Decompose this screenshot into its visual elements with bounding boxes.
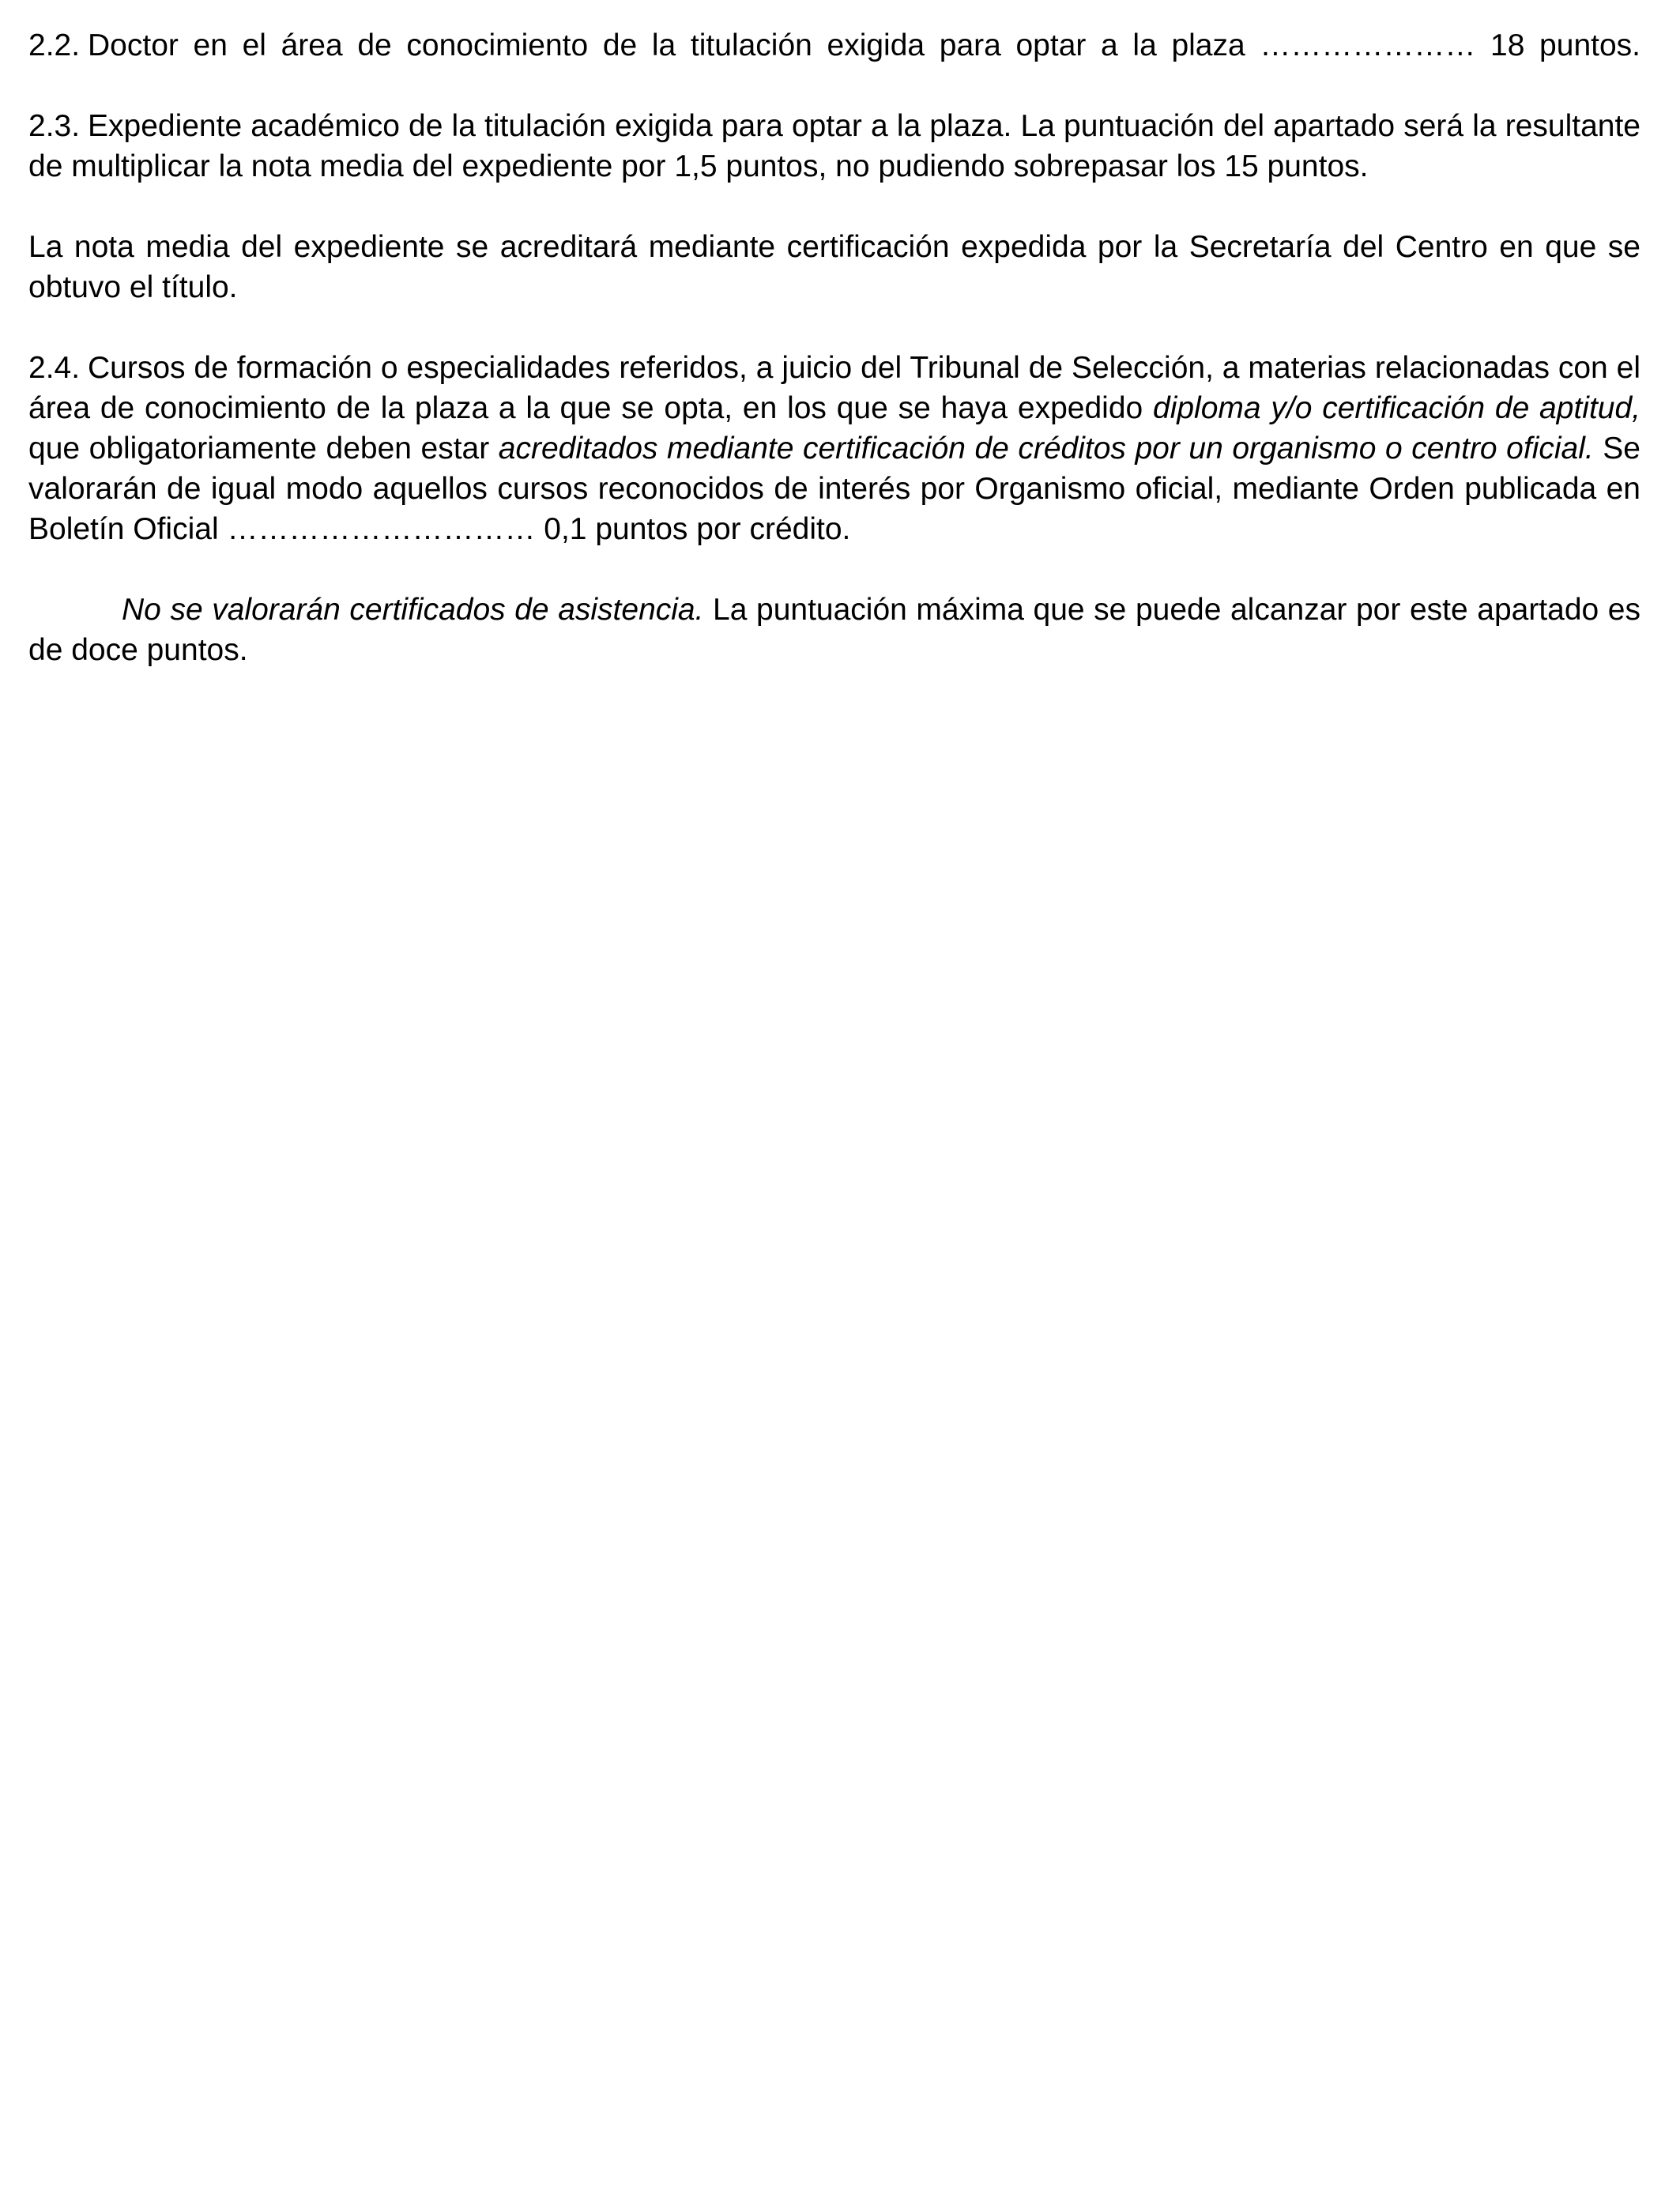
final-text: La puntuación máxima que se puede alcanzar por este apartado es de doce puntos. [28,593,1640,667]
section-text: Doctor en el área de conocimiento de la titulación exigida para optar a la plaza ………………… 18 puntos. [88,28,1640,62]
final-paragraph [28,590,1640,670]
note-paragraph [28,227,1640,307]
section-italic-part-2: acreditados mediante certificación de créditos por un organismo o centro oficial. [498,432,1594,466]
document-page [28,25,1640,711]
section-italic-part-1: diploma y/o certificación de aptitud, [1153,391,1640,425]
section-2-3 [28,106,1640,187]
section-2-2 [28,25,1640,66]
section-text-part-1: Cursos de formación o especialidades referidos, a juicio del Tribunal de Selección, a materias relacionadas con el área de conocimiento de la plaza a la que se opta, en los que se haya expedido [28,351,1640,425]
section-number: 2.2. [28,28,81,62]
section-number: 2.4. [28,351,81,385]
section-text: Expediente académico de la titulación exigida para optar a la plaza. La puntuación del apartado será la resultante de multiplicar la nota media del expediente por 1,5 puntos, no pudiendo sobrepasar los 15 puntos. [28,109,1640,183]
section-text-part-2: que obligatoriamente deben estar [28,432,499,466]
final-italic-text: No se valorarán certificados de asistencia. [122,593,704,627]
section-2-4 [28,348,1640,549]
section-text-part-3: Se valorarán de igual modo aquellos cursos reconocidos de interés por Organismo oficial, mediante Orden publicada en Boletín Oficial ………………………… 0,1 puntos por crédito. [28,432,1640,546]
section-number: 2.3. [28,109,81,143]
note-text: La nota media del expediente se acreditará mediante certificación expedida por la Secretaría del Centro en que se obtuvo el título. [28,230,1640,304]
